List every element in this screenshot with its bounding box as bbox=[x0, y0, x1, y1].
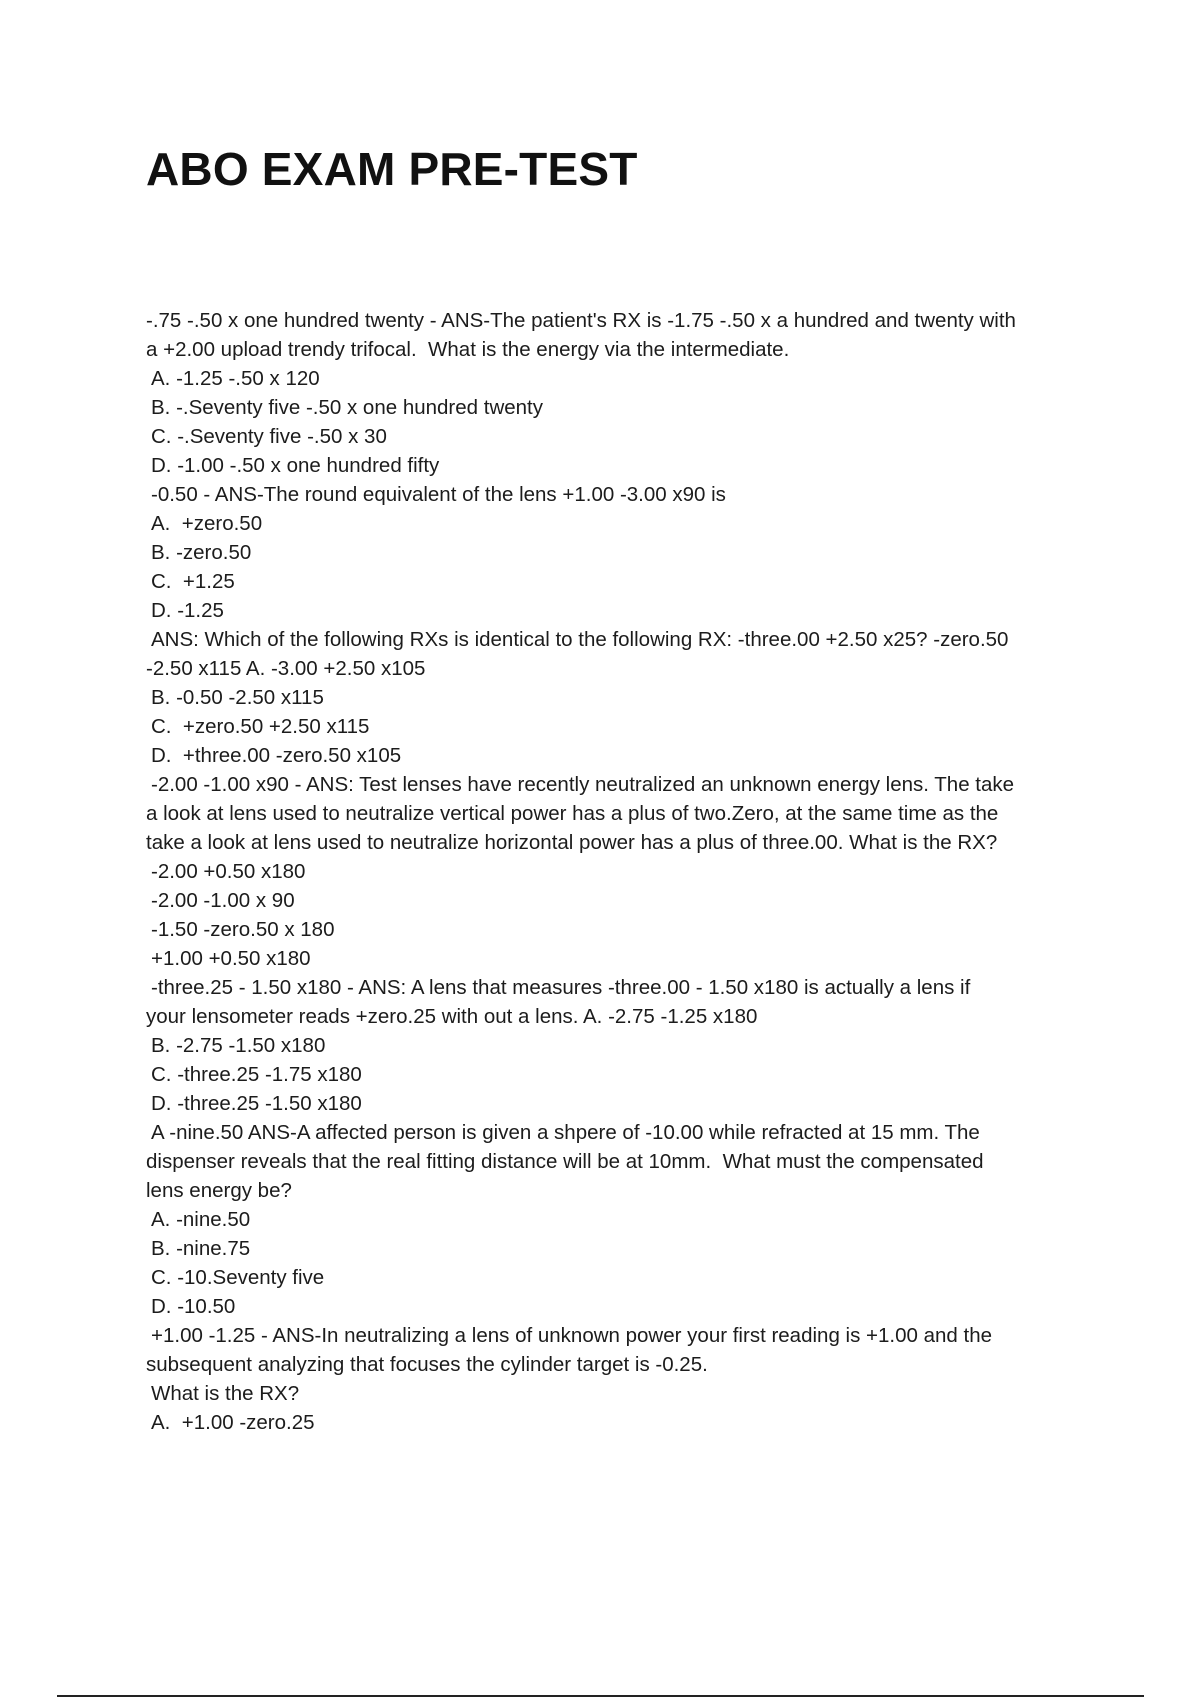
answer-option: -1.50 -zero.50 x 180 bbox=[151, 918, 335, 941]
question-line: -2.00 -1.00 x90 - ANS: Test lenses have recently neutralized an unknown energy lens. The take bbox=[151, 773, 1015, 796]
answer-option: C. +zero.50 +2.50 x115 bbox=[151, 715, 370, 738]
answer-option: B. -0.50 -2.50 x115 bbox=[151, 686, 324, 709]
answer-option: A. -1.25 -.50 x 120 bbox=[151, 367, 320, 390]
answer-option: C. -10.Seventy five bbox=[151, 1266, 325, 1289]
answer-option: A. -nine.50 bbox=[151, 1208, 251, 1231]
question-line: What is the RX? bbox=[151, 1382, 300, 1405]
answer-option: D. -10.50 bbox=[151, 1295, 236, 1318]
text-line: lens energy be? bbox=[146, 1179, 292, 1202]
answer-option: D. +three.00 -zero.50 x105 bbox=[151, 744, 402, 767]
answer-option: D. -1.25 bbox=[151, 599, 224, 622]
answer-option: C. -three.25 -1.75 x180 bbox=[151, 1063, 362, 1086]
answer-option: -2.00 -1.00 x 90 bbox=[151, 889, 295, 912]
question-line: ANS: Which of the following RXs is identical to the following RX: -three.00 +2.50 x25? -zero.50 bbox=[151, 628, 1009, 651]
answer-option: B. -nine.75 bbox=[151, 1237, 251, 1260]
answer-option: B. -.Seventy five -.50 x one hundred twenty bbox=[151, 396, 543, 419]
document-body bbox=[146, 306, 1096, 1437]
answer-option: +1.00 +0.50 x180 bbox=[151, 947, 311, 970]
text-line: -2.50 x115 A. -3.00 +2.50 x105 bbox=[146, 657, 426, 680]
text-line: your lensometer reads +zero.25 with out a lens. A. -2.75 -1.25 x180 bbox=[146, 1005, 758, 1028]
answer-option: A. +1.00 -zero.25 bbox=[151, 1411, 315, 1434]
text-line: a look at lens used to neutralize vertical power has a plus of two.Zero, at the same time as the bbox=[146, 802, 999, 825]
text-line: a +2.00 upload trendy trifocal. What is the energy via the intermediate. bbox=[146, 338, 790, 361]
answer-option: C. +1.25 bbox=[151, 570, 235, 593]
question-line: -three.25 - 1.50 x180 - ANS: A lens that measures -three.00 - 1.50 x180 is actually a lens if bbox=[151, 976, 971, 999]
answer-option: -2.00 +0.50 x180 bbox=[151, 860, 306, 883]
answer-option: A. +zero.50 bbox=[151, 512, 263, 535]
text-line: dispenser reveals that the real fitting distance will be at 10mm. What must the compensated bbox=[146, 1150, 984, 1173]
answer-option: C. -.Seventy five -.50 x 30 bbox=[151, 425, 387, 448]
question-line: -0.50 - ANS-The round equivalent of the lens +1.00 -3.00 x90 is bbox=[151, 483, 726, 506]
answer-option: D. -1.00 -.50 x one hundred fifty bbox=[151, 454, 440, 477]
question-line: A -nine.50 ANS-A affected person is given a shpere of -10.00 while refracted at 15 mm. The bbox=[151, 1121, 980, 1144]
text-line: -.75 -.50 x one hundred twenty - ANS-The patient's RX is -1.75 -.50 x a hundred and twenty with bbox=[146, 309, 1016, 332]
answer-option: B. -zero.50 bbox=[151, 541, 252, 564]
footer-divider bbox=[57, 1695, 1144, 1697]
answer-option: D. -three.25 -1.50 x180 bbox=[151, 1092, 362, 1115]
text-line: take a look at lens used to neutralize horizontal power has a plus of three.00. What is the RX? bbox=[146, 831, 998, 854]
text-line: subsequent analyzing that focuses the cylinder target is -0.25. bbox=[146, 1353, 708, 1376]
answer-option: B. -2.75 -1.50 x180 bbox=[151, 1034, 326, 1057]
question-line: +1.00 -1.25 - ANS-In neutralizing a lens of unknown power your first reading is +1.00 and the bbox=[151, 1324, 993, 1347]
page-title: ABO EXAM PRE-TEST bbox=[146, 143, 638, 195]
